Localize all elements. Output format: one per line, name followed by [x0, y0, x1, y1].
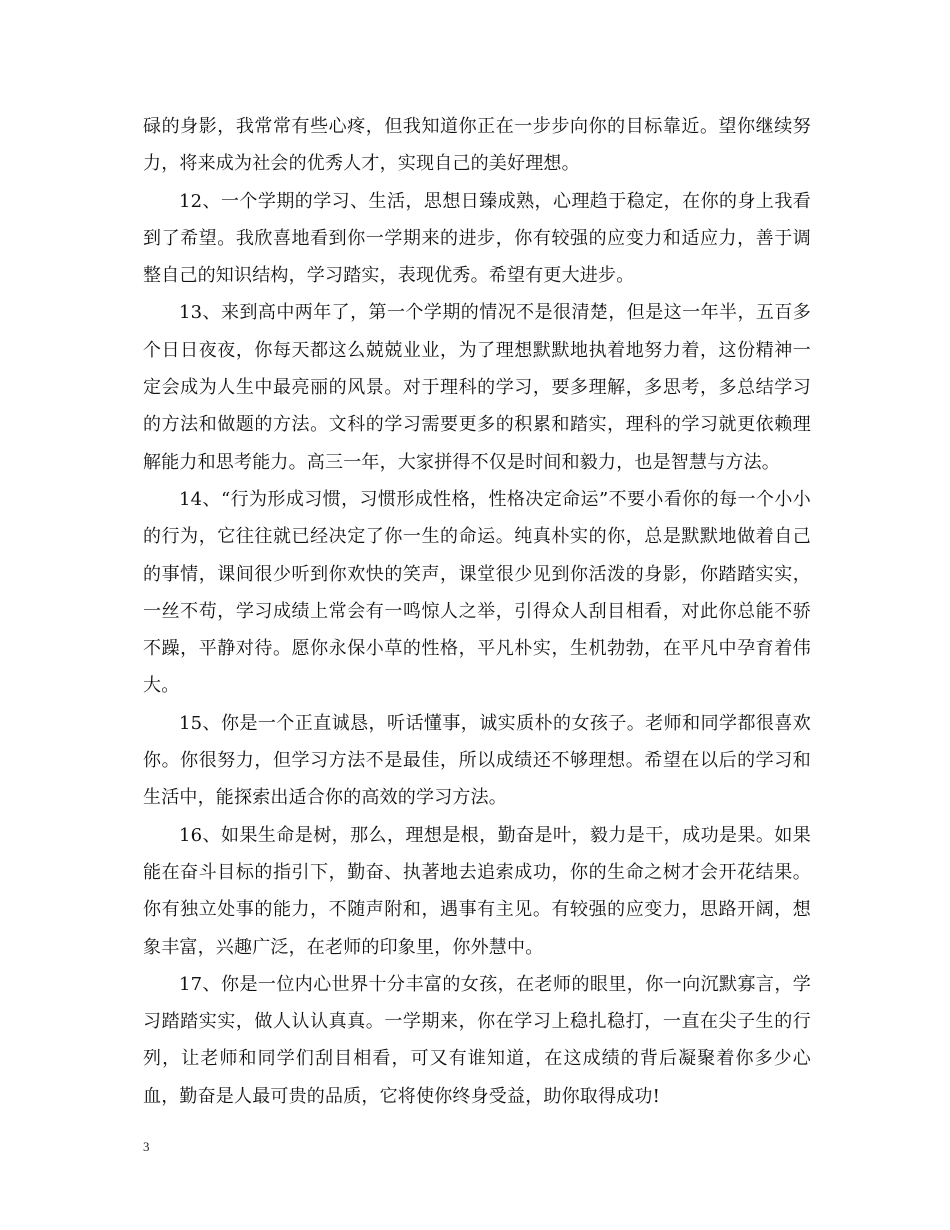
paragraph-13: 13、来到高中两年了，第一个学期的情况不是很清楚，但是这一年半，五百多个日日夜夜，你每天都这么兢兢业业，为了理想默默地执着地努力着，这份精神一定会成为人生中最亮丽的风景。对于理科的学习，要多理解，多思考，多总结学习的方法和做题的方法。文科的学习需要更多的积累和踏实，理科的学习就更依赖理解能力和思考能力。高三一年，大家拼得不仅是时间和毅力，也是智慧与方法。	[143, 302, 811, 473]
paragraph-16: 16、如果生命是树，那么，理想是根，勤奋是叶，毅力是干，成功是果。如果能在奋斗目标的指引下，勤奋、执著地去追索成功，你的生命之树才会开花结果。你有独立处事的能力，不随声附和，遇事有主见。有较强的应变力，思路开阔，想象丰富，兴趣广泛，在老师的印象里，你外慧中。	[143, 824, 811, 958]
page-number: 3	[143, 1139, 150, 1154]
paragraph-15: 15、你是一个正直诚恳，听话懂事，诚实质朴的女孩子。老师和同学都很喜欢你。你很努力，但学习方法不是最佳，所以成绩还不够理想。希望在以后的学习和生活中，能探索出适合你的高效的学习方法。	[143, 712, 811, 809]
paragraph-12: 12、一个学期的学习、生活，思想日臻成熟，心理趋于稳定，在你的身上我看到了希望。我欣喜地看到你一学期来的进步，你有较强的应变力和适应力，善于调整自己的知识结构，学习踏实，表现优秀。希望有更大进步。	[143, 190, 811, 287]
paragraph-14: 14、“行为形成习惯，习惯形成性格，性格决定命运”不要小看你的每一个小小的行为，它往往就已经决定了你一生的命运。纯真朴实的你，总是默默地做着自己的事情，课间很少听到你欢快的笑声，课堂很少见到你活泼的身影，你踏踏实实，一丝不苟，学习成绩上常会有一鸣惊人之举，引得众人刮目相看，对此你总能不骄不躁，平静对待。愿你永保小草的性格，平凡朴实，生机勃勃，在平凡中孕育着伟大。	[143, 488, 811, 697]
document-body	[143, 108, 811, 1115]
paragraph-17: 17、你是一位内心世界十分丰富的女孩，在老师的眼里，你一向沉默寡言，学习踏踏实实，做人认认真真。一学期来，你在学习上稳扎稳打，一直在尖子生的行列，让老师和同学们刮目相看，可又有谁知道，在这成绩的背后凝聚着你多少心血，勤奋是人最可贵的品质，它将使你终身受益，助你取得成功!	[143, 973, 811, 1107]
paragraph-continuation: 碌的身影，我常常有些心疼，但我知道你正在一步步向你的目标靠近。望你继续努力，将来成为社会的优秀人才，实现自己的美好理想。	[143, 116, 811, 175]
